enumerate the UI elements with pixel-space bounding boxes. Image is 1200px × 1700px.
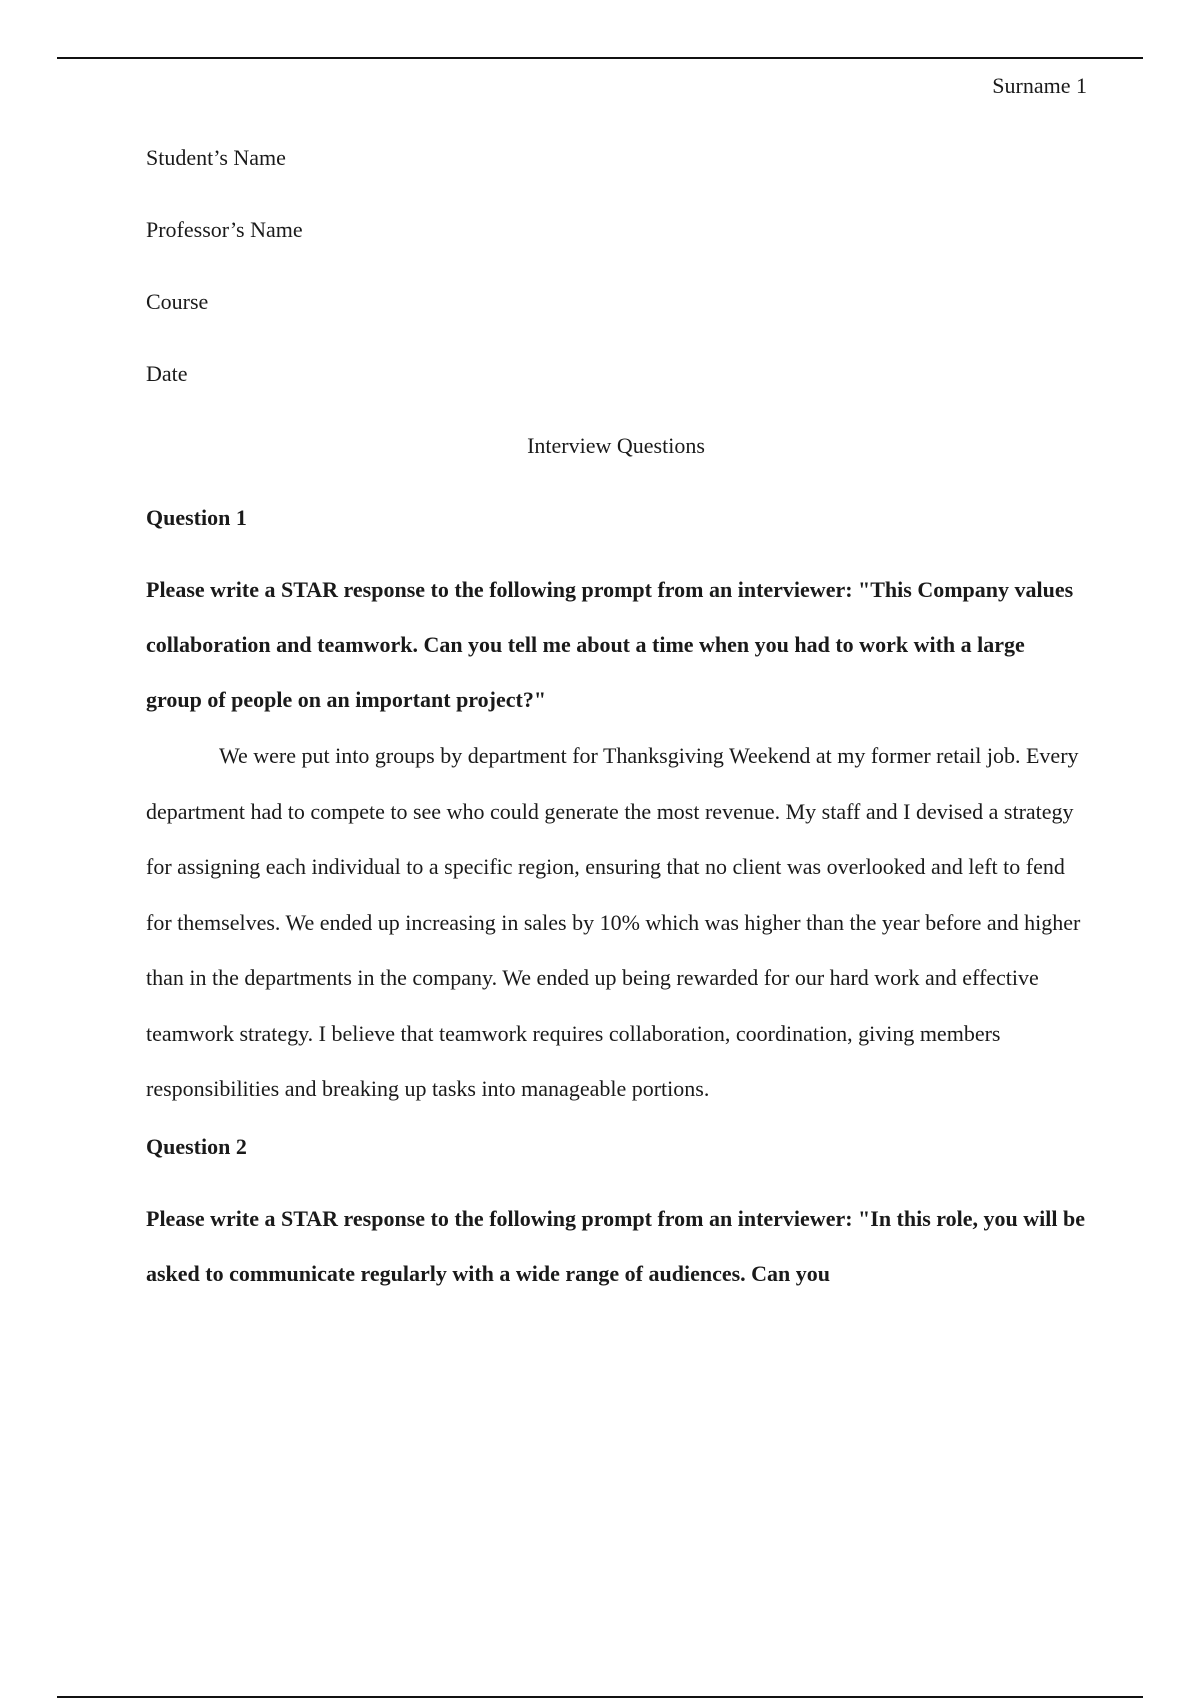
running-header: Surname 1 — [992, 73, 1087, 98]
question-2-prompt: Please write a STAR response to the following prompt from an interviewer: "In this role, you will be asked to communicate regularly with a wide range of audiences. Can you — [146, 1205, 1085, 1286]
course-name: Course — [146, 289, 209, 314]
question-1-answer: We were put into groups by department for Thanksgiving Weekend at my former retail job. Every department had to compete to see who could generate the most revenue. My staff and I devised a strategy for assigning each individual to a specific region, ensuring that no client was overlooked and left to fend for themselves. We ended up increasing in sales by 10% which was higher than the year before and higher than in the departments in the company. We ended up being rewarded for our hard work and effective teamwork strategy. I believe that teamwork requires collaboration, coordination, giving members responsibilities and breaking up tasks into manageable portions. — [146, 743, 1081, 1101]
professor-name: Professor’s Name — [146, 217, 303, 242]
question-1-label: Question 1 — [146, 505, 247, 530]
question-1-prompt: Please write a STAR response to the following prompt from an interviewer: "This Company values collaboration and teamwork. Can you tell me about a time when you had to work with a large group of people on an important project?" — [146, 577, 1074, 712]
question-2-label: Question 2 — [146, 1133, 247, 1159]
document-body — [146, 144, 1086, 1301]
student-name: Student’s Name — [146, 145, 286, 170]
bottom-rule — [57, 1696, 1143, 1698]
document-title: Interview Questions — [527, 433, 705, 458]
heading-block — [146, 144, 1086, 388]
date: Date — [146, 361, 188, 386]
